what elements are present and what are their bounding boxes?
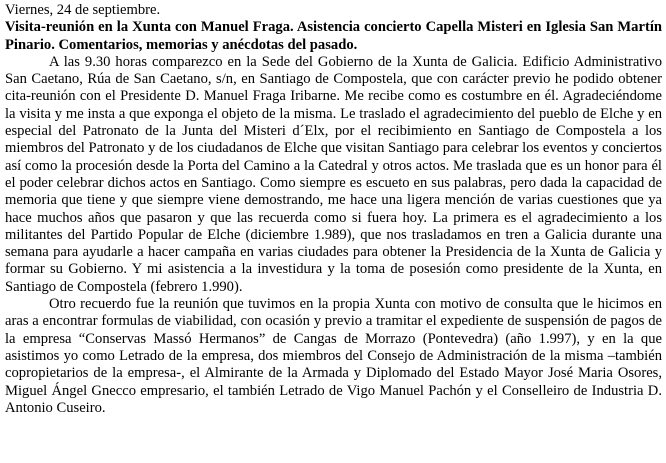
paragraph-1: A las 9.30 horas comparezco en la Sede del Gobierno de la Xunta de Galicia. Edificio Administrativo San Caetano, Rúa de San Caetano, s/n, en Santiago de Compostela, que con carácter previo he podido obtener cita-reunión con el Presidente D. Manuel Fraga Iribarne. Me recibe como es costumbre en él. Agradeciéndome la visita y me insta a que exponga el objeto de la misma. Le traslado el agradecimiento del pueblo de Elche y en especial del Patronato de la Junta del Misteri d´Elx, por el recibimiento en Santiago de Compostela a los miembros del Patronato y de los ciudadanos de Elche que visitan Santiago para celebrar los eventos y conciertos así como la procesión desde la Porta del Camino a la Catedral y otros actos. Me traslada que es un honor para él el poder celebrar dichos actos en Santiago. Como siempre es escueto en sus palabras, pero dada la capacidad de memoria que tiene y que siempre viene demostrando, me hace una ligera mención de varias cuestiones que ya hace muchos años que pasaron y que las recuerda como si fuera hoy. La primera es el agradecimiento a los militantes del Partido Popular de Elche (diciembre 1.989), que nos trasladamos en tren a Galicia durante una semana para ayudarle a hacer campaña en varias ciudades para obtener la Presidencia de la Xunta de Galicia y formar su Gobierno. Y mi asistencia a la investidura y la toma de posesión como presidente de la Xunta, en Santiago de Compostela (febrero 1.990). xyxy=(5,53,662,295)
paragraph-2: Otro recuerdo fue la reunión que tuvimos en la propia Xunta con motivo de consulta que le hicimos en aras a encontrar formulas de viabilidad, con ocasión y previo a tramitar el expediente de suspensión de pagos de la empresa “Conservas Massó Hermanos” de Cangas de Morrazo (Pontevedra) (año 1.997), y en la que asistimos yo como Letrado de la empresa, dos miembros del Consejo de Administración de la misma –también copropietarios de la empresa-, el Almirante de la Armada y Diplomado del Estado Mayor José Maria Osores, Miguel Ángel Gnecco empresario, el también Letrado de Vigo Manuel Pachón y el Conselleiro de Industria D. Antonio Cuseiro. xyxy=(5,296,662,416)
entry-heading: Visita-reunión en la Xunta con Manuel Fraga. Asistencia concierto Capella Misteri en Iglesia San Martín Pinario. Comentarios, memorias y anécdotas del pasado. xyxy=(5,19,662,53)
entry-date: Viernes, 24 de septiembre. xyxy=(5,2,161,18)
document-page xyxy=(5,2,662,417)
